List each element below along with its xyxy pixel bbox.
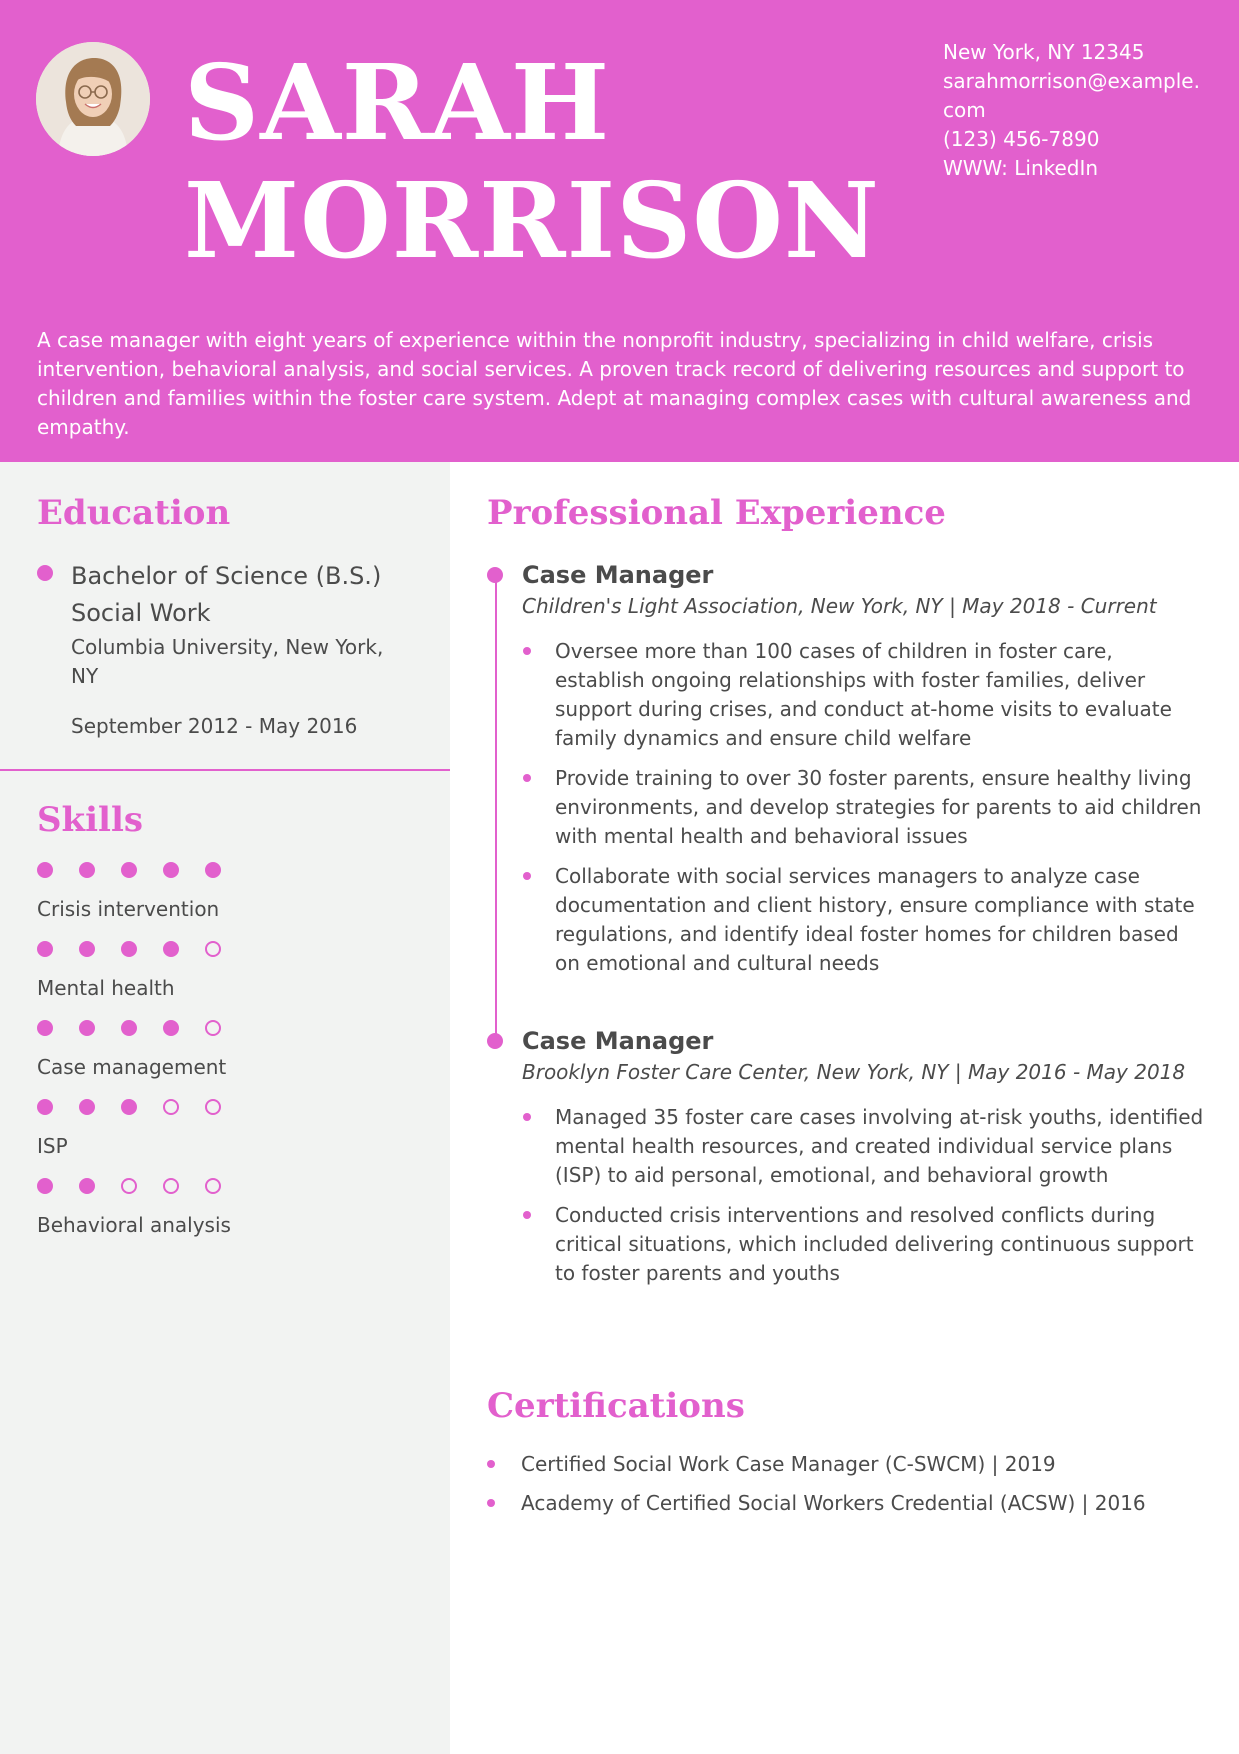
sidebar-divider [0, 769, 450, 771]
job-bullets [487, 1103, 1207, 1288]
rating-dot-filled-icon [79, 862, 95, 878]
timeline-dot-icon [487, 567, 503, 583]
skills-list [37, 860, 437, 1255]
professional-summary: A case manager with eight years of experience within the nonprofit industry, specializing in child welfare, crisis intervention, behavioral analysis, and social services. A proven track record of delivering resources and support to children and families within the foster care system. Adept at managing complex cases with cultural awareness and empathy. [37, 328, 1192, 439]
certification-item: Academy of Certified Social Workers Credential (ACSW) | 2016 [487, 1489, 1207, 1518]
candidate-name [184, 41, 880, 282]
contact-phone[interactable]: (123) 456-7890 [943, 127, 1100, 151]
education-bullet-icon [37, 565, 53, 581]
job-meta: Children's Light Association, New York, NY | May 2018 - Current [522, 594, 1157, 618]
rating-dot-empty-icon [163, 1178, 179, 1194]
certifications-heading: Certifications [487, 1386, 745, 1426]
profile-photo [36, 42, 150, 156]
rating-dot-filled-icon [121, 862, 137, 878]
contact-website[interactable]: WWW: LinkedIn [943, 156, 1099, 180]
rating-dot-filled-icon [163, 941, 179, 957]
job-bullet: Oversee more than 100 cases of children in foster care, establish ongoing relationships with foster families, deliver support during crises, and conduct at-home visits to evaluate family dynamics and ensure child welfare [555, 637, 1207, 753]
rating-dot-filled-icon [79, 941, 95, 957]
job-bullets [487, 637, 1207, 978]
rating-dot-empty-icon [205, 941, 221, 957]
rating-dot-filled-icon [79, 1099, 95, 1115]
avatar-icon [36, 42, 150, 156]
contact-block [943, 38, 1203, 183]
rating-dot-filled-icon [79, 1178, 95, 1194]
job-title: Case Manager [522, 561, 714, 589]
skill-label: Mental health [37, 976, 175, 1000]
rating-dot-filled-icon [37, 941, 53, 957]
education-heading: Education [37, 493, 231, 533]
timeline-dot-icon [487, 1033, 503, 1049]
job-bullet: Collaborate with social services managers to analyze case documentation and client history, ensure compliance with state regulations, and identify ideal foster homes for children based on emotional and cultural needs [555, 862, 1207, 978]
rating-dot-filled-icon [205, 862, 221, 878]
rating-dot-filled-icon [121, 1099, 137, 1115]
rating-dot-filled-icon [121, 1020, 137, 1036]
rating-dot-filled-icon [37, 1099, 53, 1115]
education-degree: Bachelor of Science (B.S.) Social Work [71, 562, 382, 627]
contact-email[interactable]: sarahmorrison@example.com [943, 69, 1200, 122]
rating-dot-empty-icon [163, 1099, 179, 1115]
rating-dot-filled-icon [121, 941, 137, 957]
certifications-list [487, 1450, 1207, 1528]
rating-dot-empty-icon [121, 1178, 137, 1194]
job-entry [487, 559, 1207, 989]
skill-item [37, 939, 437, 1018]
contact-location: New York, NY 12345 [943, 40, 1145, 64]
header-banner [0, 0, 1239, 462]
rating-dot-filled-icon [37, 1178, 53, 1194]
rating-dot-filled-icon [79, 1020, 95, 1036]
first-name: SARAH [184, 41, 611, 164]
rating-dot-empty-icon [205, 1099, 221, 1115]
education-dates: September 2012 - May 2016 [71, 714, 358, 738]
job-entry [487, 1025, 1207, 1299]
rating-dot-filled-icon [37, 862, 53, 878]
rating-dot-filled-icon [163, 862, 179, 878]
skills-heading: Skills [37, 800, 144, 840]
skill-rating [37, 1097, 437, 1117]
skill-label: ISP [37, 1134, 68, 1158]
job-meta: Brooklyn Foster Care Center, New York, NY | May 2016 - May 2018 [522, 1060, 1186, 1084]
job-bullet: Conducted crisis interventions and resolved conflicts during critical situations, which included delivering continuous support to foster parents and youths [555, 1201, 1207, 1288]
last-name: MORRISON [184, 159, 880, 282]
rating-dot-filled-icon [37, 1020, 53, 1036]
skill-item [37, 860, 437, 939]
rating-dot-empty-icon [205, 1020, 221, 1036]
skill-item [37, 1176, 437, 1255]
job-bullet: Managed 35 foster care cases involving at-risk youths, identified mental health resources, and created individual service plans (ISP) to aid personal, emotional, and behavioral growth [555, 1103, 1207, 1190]
skill-label: Case management [37, 1055, 227, 1079]
job-bullet: Provide training to over 30 foster parents, ensure healthy living environments, and develop strategies for parents to aid children with mental health and behavioral issues [555, 764, 1207, 851]
rating-dot-empty-icon [205, 1178, 221, 1194]
skill-item [37, 1097, 437, 1176]
experience-heading: Professional Experience [487, 493, 946, 533]
skill-label: Crisis intervention [37, 897, 220, 921]
certification-item: Certified Social Work Case Manager (C-SWCM) | 2019 [487, 1450, 1207, 1479]
education-school: Columbia University, New York, NY [71, 635, 384, 688]
skill-item [37, 1018, 437, 1097]
skill-rating [37, 1018, 437, 1038]
job-title: Case Manager [522, 1027, 714, 1055]
skill-rating [37, 939, 437, 959]
skill-rating [37, 860, 437, 880]
skill-label: Behavioral analysis [37, 1213, 231, 1237]
rating-dot-filled-icon [163, 1020, 179, 1036]
skill-rating [37, 1176, 437, 1196]
